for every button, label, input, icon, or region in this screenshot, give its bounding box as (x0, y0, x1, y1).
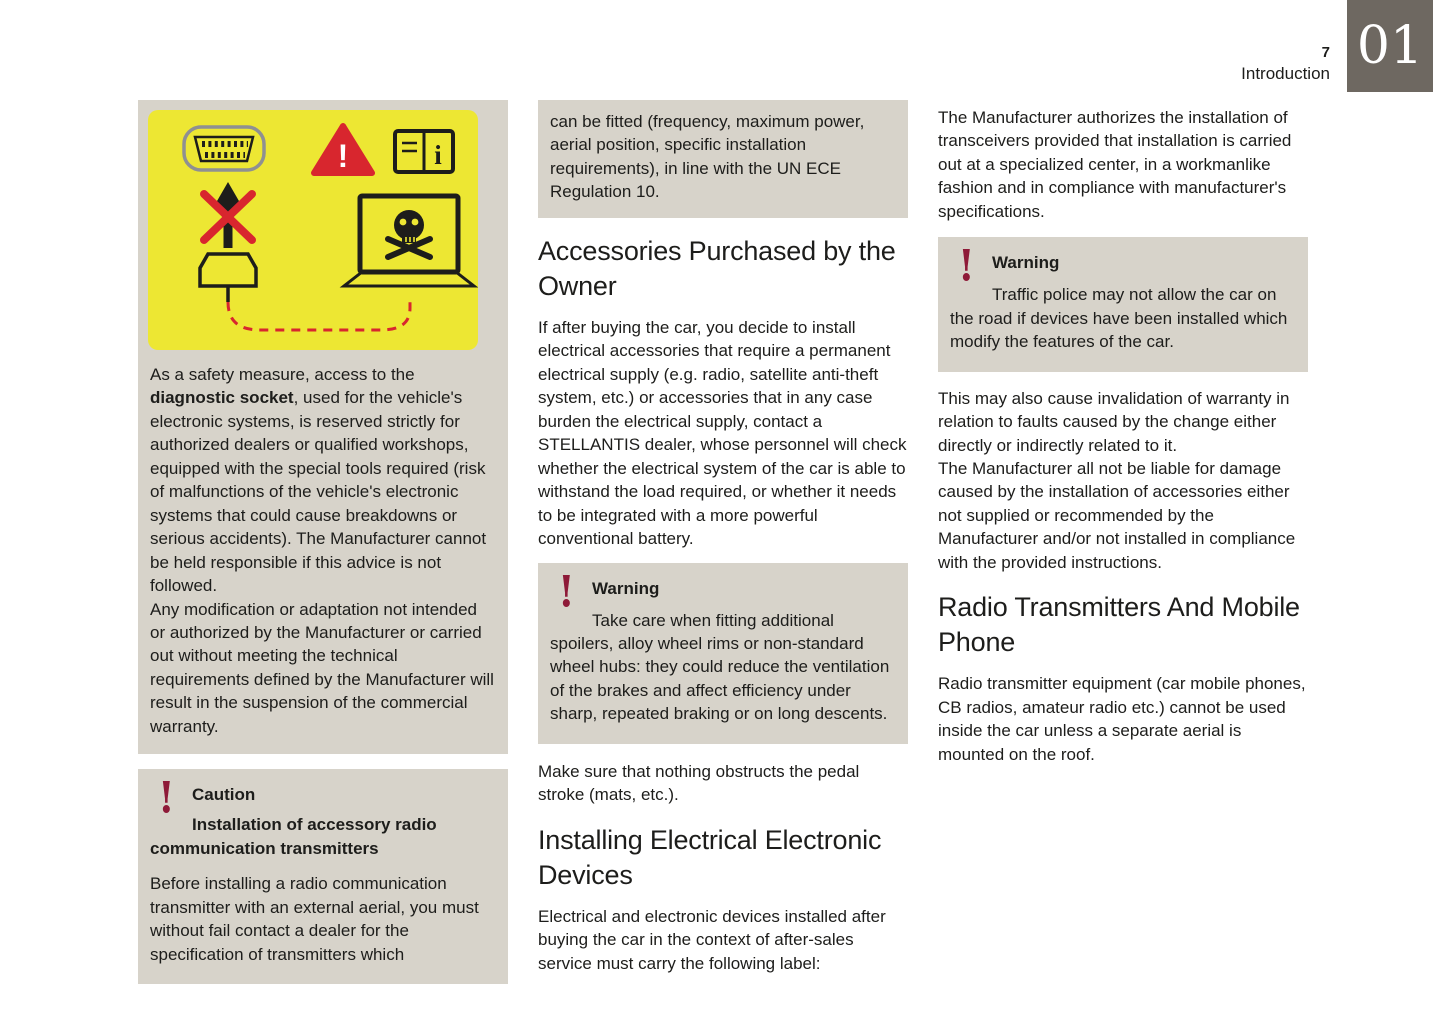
accessories-body: If after buying the car, you decide to install electrical accessories that require a permanent electrical supply (e.g. radio, satellite anti-theft system, etc.) or accessories that in any case burden the electrical supply, contact a STELLANTIS dealer, whose personnel will check whether the electrical system of the car is able to withstand the load required, or whether it needs to be integrated with a more powerful conventional battery. (538, 318, 907, 549)
safety-figure (148, 110, 496, 355)
handbook-info-glyph: i (434, 140, 442, 170)
chapter-number: 01 (1356, 16, 1424, 76)
warning-title-traffic: Warning (992, 253, 1060, 273)
manufacturer-liability-body: The Manufacturer all not be liable for damage caused by the installation of accessories either not supplied or recommended by the Manufacturer and/or not installed in compliance with the provided instructions. (938, 458, 1296, 572)
heading-radio-transmitters: Radio Transmitters And Mobile Phone (938, 592, 1300, 658)
caution-box (138, 769, 508, 984)
warranty-invalidation-body: This may also cause invalidation of warranty in relation to faults caused by the change either directly or indirectly related to it. (938, 388, 1290, 455)
pedal-stroke-note: Make sure that nothing obstructs the pedal stroke (mats, etc.). (538, 761, 860, 805)
page-number: 7 (1321, 44, 1330, 61)
triangle-exclamation: ! (337, 138, 349, 174)
warning-title-spoilers: Warning (592, 578, 660, 598)
safety-figure-svg (148, 110, 478, 350)
safety-paragraph-2: Any modification or adaptation not intended or authorized by the Manufacturer or carried out without meeting the technical requirements defined by the Manufacturer will result in the suspension of the commercial warranty. (150, 599, 494, 736)
warning-body-spoilers: Take care when fitting additional spoilers, alloy wheel rims or non-standard wheel hubs: they could reduce the ventilation of the brakes and affect efficiency under sharp, repeated braking or on long descents. (550, 610, 890, 724)
caution-title: Caution (192, 785, 256, 805)
safety-text-block (148, 363, 496, 738)
radio-transmitter-body: Radio transmitter equipment (car mobile phones, CB radios, amateur radio etc.) cannot be used inside the car unless a separate aerial is mounted on the roof. (938, 674, 1306, 764)
safety-paragraph-1 (150, 363, 494, 598)
diagnostic-socket-section (138, 100, 508, 754)
warning-exclamation-icon: ! (958, 240, 975, 291)
transceivers-body: The Manufacturer authorizes the installation of transceivers provided that installation is carried out at a specialized center, in a workmanlike fashion and in compliance with manufacturer's specifications. (938, 108, 1292, 221)
caution-continuation-text: can be fitted (frequency, maximum power, aerial position, specific installation requirements), in line with the UN ECE Regulation 10. (550, 112, 865, 202)
chapter-number-box (1347, 0, 1433, 92)
caution-body: Before installing a radio communication transmitter with an external aerial, you must without fail contact a dealer for the specification of transmitters which (150, 874, 479, 964)
column-left (138, 100, 508, 984)
diagnostic-socket-term: diagnostic socket (150, 388, 294, 408)
warning-box-traffic-police (938, 237, 1308, 371)
chapter-label: Introduction (1241, 64, 1330, 83)
safety-p1-post: , used for the vehicle's electronic systems, is reserved strictly for authorized dealers or qualified workshops, equipped with the special tools required (risk of malfunctions of the vehicle's electronic systems that could cause breakdowns or serious accidents). The Manufacturer cannot be held responsible if this advice is not followed. (150, 388, 487, 596)
column-right (938, 100, 1308, 766)
electrical-devices-body: Electrical and electronic devices installed after buying the car in the context of after-sales service must carry the following label: (538, 906, 886, 973)
caution-continuation-box (538, 100, 908, 218)
caution-subtitle: Installation of accessory radio communication transmitters (150, 815, 437, 858)
warning-box-spoilers (538, 563, 908, 744)
heading-installing-electrical: Installing Electrical Electronic Devices (538, 824, 882, 890)
column-middle (538, 100, 908, 975)
warning-body-traffic: Traffic police may not allow the car on the road if devices have been installed which modify the features of the car. (950, 285, 1288, 352)
safety-p1-pre: As a safety measure, access to the (150, 365, 415, 384)
caution-exclamation-icon: ! (158, 772, 175, 823)
warning-exclamation-icon: ! (558, 565, 575, 617)
heading-accessories-purchased: Accessories Purchased by the Owner (538, 235, 896, 301)
